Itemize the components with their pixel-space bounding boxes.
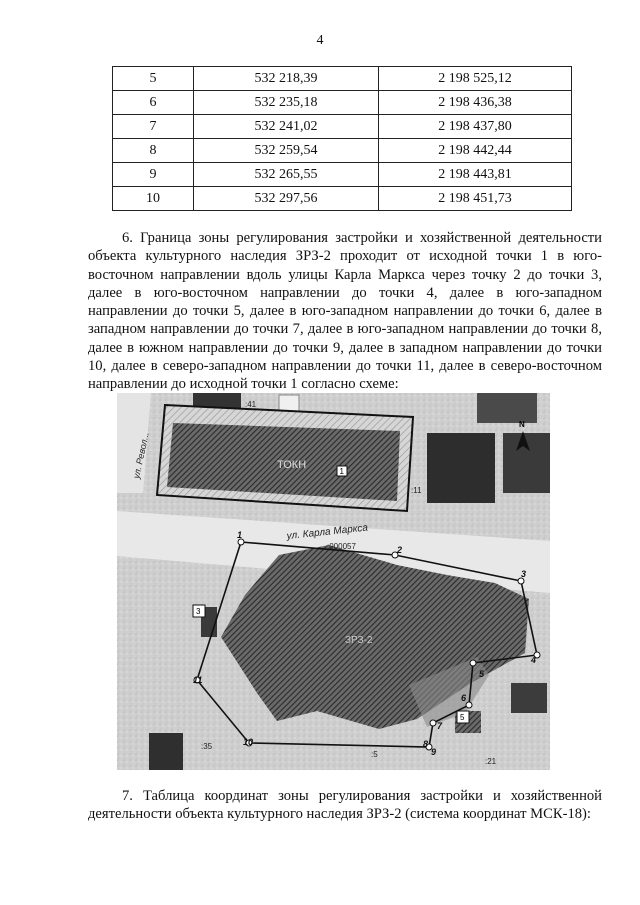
table-cell: 5 (113, 67, 194, 91)
table-cell: 532 297,56 (194, 187, 379, 211)
table-row (113, 139, 572, 163)
paragraph-6-text: 6. Граница зоны регулирования застройки и хозяйственной деятельности объекта культурного наследия ЗРЗ-2 проходит от исходной точки 1 в юго-восточном направлении вдоль улицы Карла Маркса через точку 2 до точки 3, далее в юго-восточном направлении до точки 4, далее в юго-западном направлении до точки 5, далее в юго-западном направлении до точки 6, далее в западном направлении до точки 7, далее в юго-западном направлении до точки 8, далее в южном направлении до точки 9, далее в западном направлении до точки 10, далее в северо-западном направлении до точки 11, далее в северо-восточном направлении до исходной точки 1 согласно схеме: (88, 230, 602, 393)
point-label: 10 (243, 737, 254, 747)
point-label: 4 (531, 655, 537, 665)
boundary-scheme-map (117, 393, 550, 770)
north-label: N (519, 420, 525, 429)
table-row (113, 163, 572, 187)
paragraph-7 (88, 787, 602, 824)
map-badge-label: 5 (460, 713, 465, 722)
point-label: 5 (479, 669, 485, 679)
table-cell: 2 198 437,80 (379, 115, 572, 139)
table-row (113, 187, 572, 211)
boundary-point (430, 720, 436, 726)
map-badge-label: 1 (339, 467, 344, 476)
table-cell: 532 265,55 (194, 163, 379, 187)
paragraph-7-text: 7. Таблица координат зоны регулирования застройки и хозяйственной деятельности объекта культурного наследия ЗРЗ-2 (система координат МСК-18): (88, 788, 602, 823)
table-cell: 8 (113, 139, 194, 163)
parcel-label: :000057 (327, 542, 356, 551)
table-cell: 2 198 442,44 (379, 139, 572, 163)
table-cell: 532 241,02 (194, 115, 379, 139)
point-label: 11 (193, 675, 203, 685)
parcel-label: :41 (245, 400, 257, 409)
page-number: 4 (316, 33, 324, 48)
parcel-label: :5 (371, 750, 378, 759)
street-label: ул. Карла Маркса (286, 522, 369, 542)
table-cell: 6 (113, 91, 194, 115)
parcel-label: :11 (411, 486, 422, 495)
table-cell: 2 198 525,12 (379, 67, 572, 91)
zone-label-tokn: ТОКН (277, 459, 307, 471)
point-label: 3 (521, 569, 527, 579)
point-label: 9 (431, 747, 437, 757)
table-row (113, 91, 572, 115)
point-label: 8 (423, 739, 429, 749)
table-cell: 532 218,39 (194, 67, 379, 91)
table-cell: 532 259,54 (194, 139, 379, 163)
table-cell: 10 (113, 187, 194, 211)
map-badge-label: 3 (196, 607, 201, 616)
table-row (113, 67, 572, 91)
table-row (113, 115, 572, 139)
boundary-point (470, 660, 476, 666)
table-cell: 2 198 436,38 (379, 91, 572, 115)
table-cell: 2 198 451,73 (379, 187, 572, 211)
building-block (477, 393, 537, 423)
table-cell: 7 (113, 115, 194, 139)
point-label: 1 (237, 530, 243, 540)
building-block (149, 733, 183, 770)
table-cell: 532 235,18 (194, 91, 379, 115)
parcel-label: :35 (201, 742, 213, 751)
coordinates-table (112, 66, 572, 211)
parcel-label: :21 (485, 757, 497, 766)
point-label: 7 (437, 721, 443, 731)
street-label-side: ул. Револ... (131, 431, 151, 480)
point-label: 2 (397, 545, 403, 555)
table-cell: 9 (113, 163, 194, 187)
building-block (511, 683, 547, 713)
point-label: 6 (461, 693, 467, 703)
table-cell: 2 198 443,81 (379, 163, 572, 187)
building-block (427, 433, 495, 503)
paragraph-6 (88, 229, 602, 394)
zone-label-zrz2: ЗРЗ-2 (345, 635, 373, 646)
boundary-point (466, 702, 472, 708)
